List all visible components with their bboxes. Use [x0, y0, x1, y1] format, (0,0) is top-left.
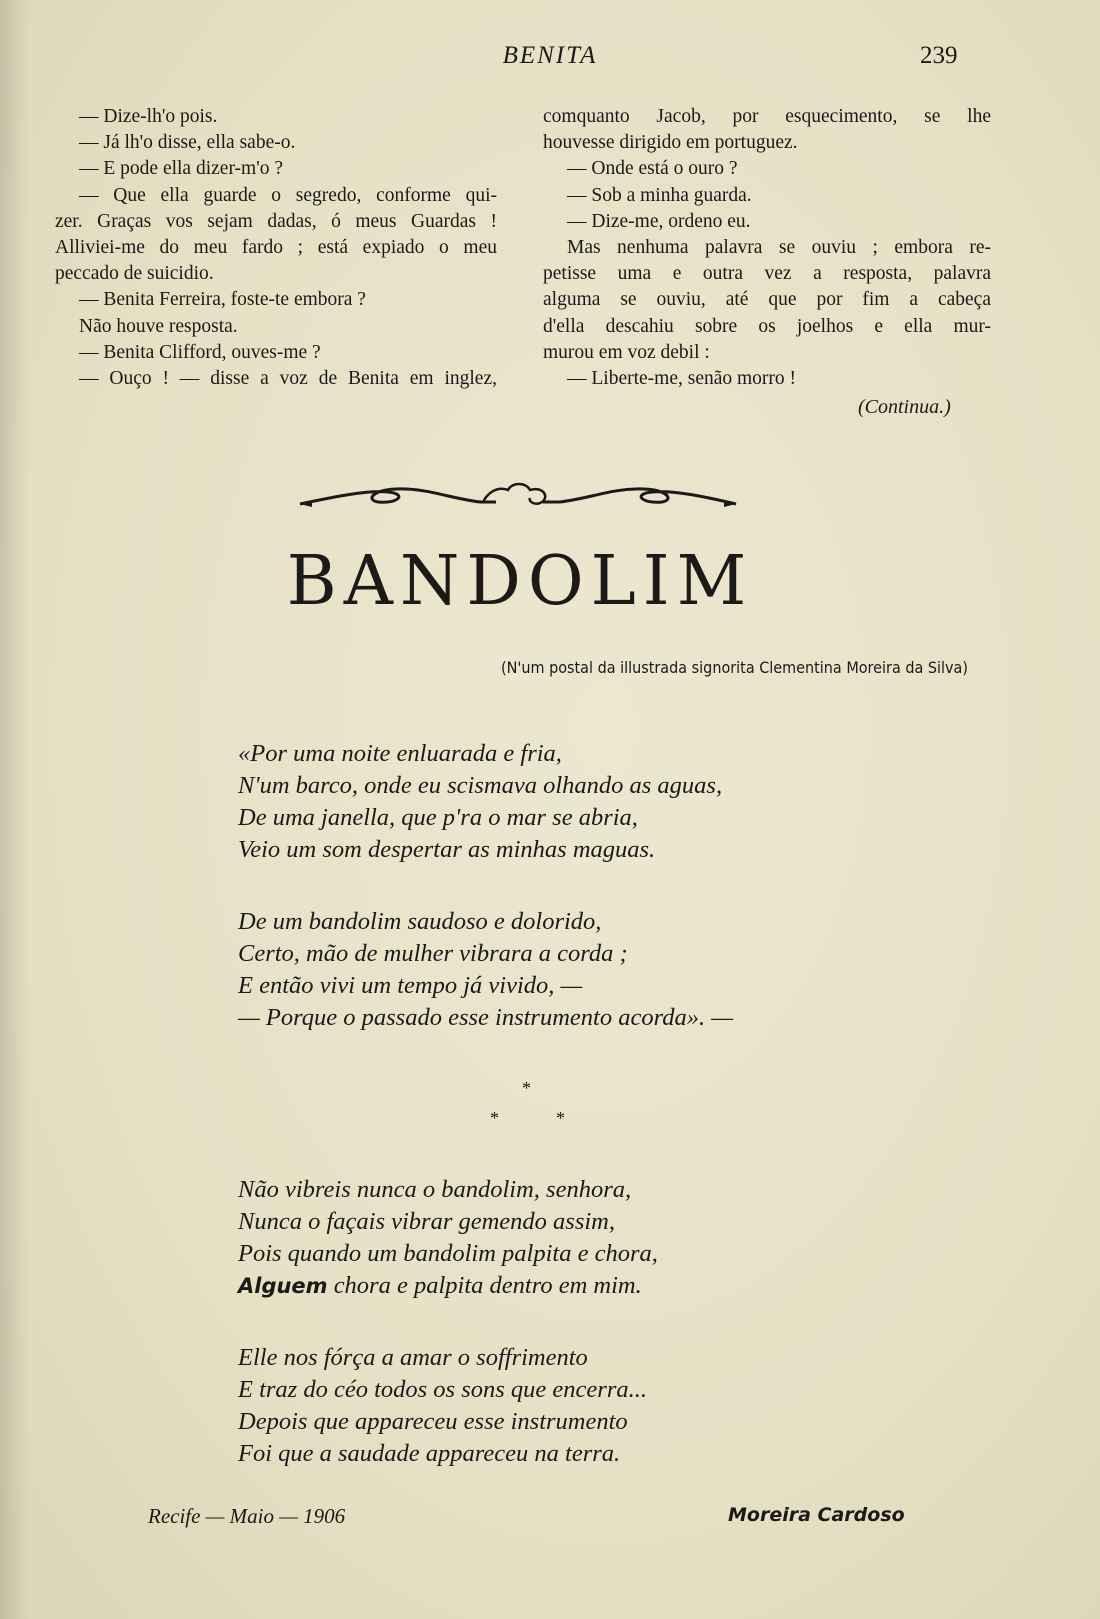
verse-line — [238, 1270, 838, 1302]
text-line: — Já lh'o disse, ella sabe-o. — [79, 132, 296, 154]
text-line: — Dize-lh'o pois. — [79, 106, 218, 127]
emphasized-word: Alguem — [238, 1274, 328, 1298]
asterism — [480, 1078, 565, 1128]
asterisk-icon: * — [522, 1078, 531, 1098]
poem-dedication: (N'um postal da illustrada signorita Clementina Moreira da Silva) — [500, 658, 968, 677]
verse-line: E traz do céo todos os sons que encerra... — [238, 1376, 647, 1403]
poem-title: BANDOLIM — [286, 542, 754, 621]
verse-line: N'um barco, onde eu scismava olhando as aguas, — [238, 772, 723, 799]
text-line: — Benita Ferreira, foste-te embora ? — [79, 289, 366, 311]
stanza-1 — [238, 738, 838, 866]
continued-note: (Continua.) — [858, 396, 951, 418]
verse-line: De um bandolim saudoso e dolorido, — [238, 908, 602, 935]
text-line: — E pode ella dizer-m'o ? — [79, 158, 283, 180]
text-line: Não houve resposta. — [79, 315, 238, 337]
verse-line: Veio um som despertar as minhas maguas. — [238, 836, 656, 863]
asterisk-icon: * — [490, 1108, 499, 1128]
text-line: comquanto Jacob, por esquecimento, se lhe — [543, 106, 991, 127]
text-line: houvesse dirigido em portuguez. — [543, 132, 798, 154]
verse-line: Não vibreis nunca o bandolim, senhora, — [238, 1176, 632, 1203]
text-line: — Onde está o ouro ? — [567, 158, 738, 180]
page-number: 239 — [920, 42, 958, 69]
binding-shadow — [0, 0, 28, 1619]
running-title: BENITA — [502, 42, 598, 69]
stanza-2 — [238, 906, 838, 1034]
text-line: — Sob a minha guarda. — [567, 184, 752, 206]
verse-line-rest: chora e palpita dentro em mim. — [327, 1272, 642, 1299]
text-line: — Liberte-me, senão morro ! — [567, 368, 797, 390]
verse-line: Depois que appareceu esse instrumento — [238, 1408, 628, 1435]
text-line: zer. Graças vos sejam dadas, ó meus Guardas ! — [55, 210, 497, 232]
text-line: — Que ella guarde o segredo, conforme qui- — [79, 184, 497, 206]
text-line: petisse uma e outra vez a resposta, palavra — [543, 263, 991, 285]
author-signature: Moreira Cardoso — [728, 1504, 905, 1526]
verse-line: Pois quando um bandolim palpita e chora, — [238, 1240, 658, 1267]
verse-line: De uma janella, que p'ra o mar se abria, — [238, 804, 638, 831]
text-line: murou em voz debil : — [543, 341, 710, 363]
verse-line: Elle nos fórça a amar o soffrimento — [238, 1344, 588, 1371]
flourish-ornament-icon — [298, 478, 738, 518]
left-column — [55, 104, 497, 392]
text-line: d'ella descahiu sobre os joelhos e ella mur- — [543, 315, 991, 337]
stanza-3 — [238, 1174, 838, 1302]
text-line: — Benita Clifford, ouves-me ? — [79, 341, 321, 363]
verse-line: E então vivi um tempo já vivido, — — [238, 972, 583, 999]
place-date: Recife — Maio — 1906 — [148, 1504, 346, 1528]
verse-line: «Por uma noite enluarada e fria, — [238, 740, 562, 767]
right-column — [543, 104, 991, 392]
text-line: alguma se ouviu, até que por fim a cabeça — [543, 289, 991, 311]
verse-line: — Porque o passado esse instrumento acorda». — — [238, 1004, 733, 1031]
verse-line: Foi que a saudade appareceu na terra. — [238, 1440, 621, 1467]
text-line: Alliviei-me do meu fardo ; está expiado o meu — [55, 237, 497, 259]
stanza-4 — [238, 1342, 838, 1470]
asterisk-icon: * — [556, 1108, 565, 1128]
verse-line: Certo, mão de mulher vibrara a corda ; — [238, 940, 628, 967]
text-line: — Dize-me, ordeno eu. — [567, 210, 751, 232]
text-line: peccado de suicidio. — [55, 263, 214, 285]
text-line: Mas nenhuma palavra se ouviu ; embora re- — [567, 237, 991, 259]
verse-line: Nunca o façais vibrar gemendo assim, — [238, 1208, 615, 1235]
text-line: — Ouço ! — disse a voz de Benita em inglez, — [79, 368, 497, 390]
